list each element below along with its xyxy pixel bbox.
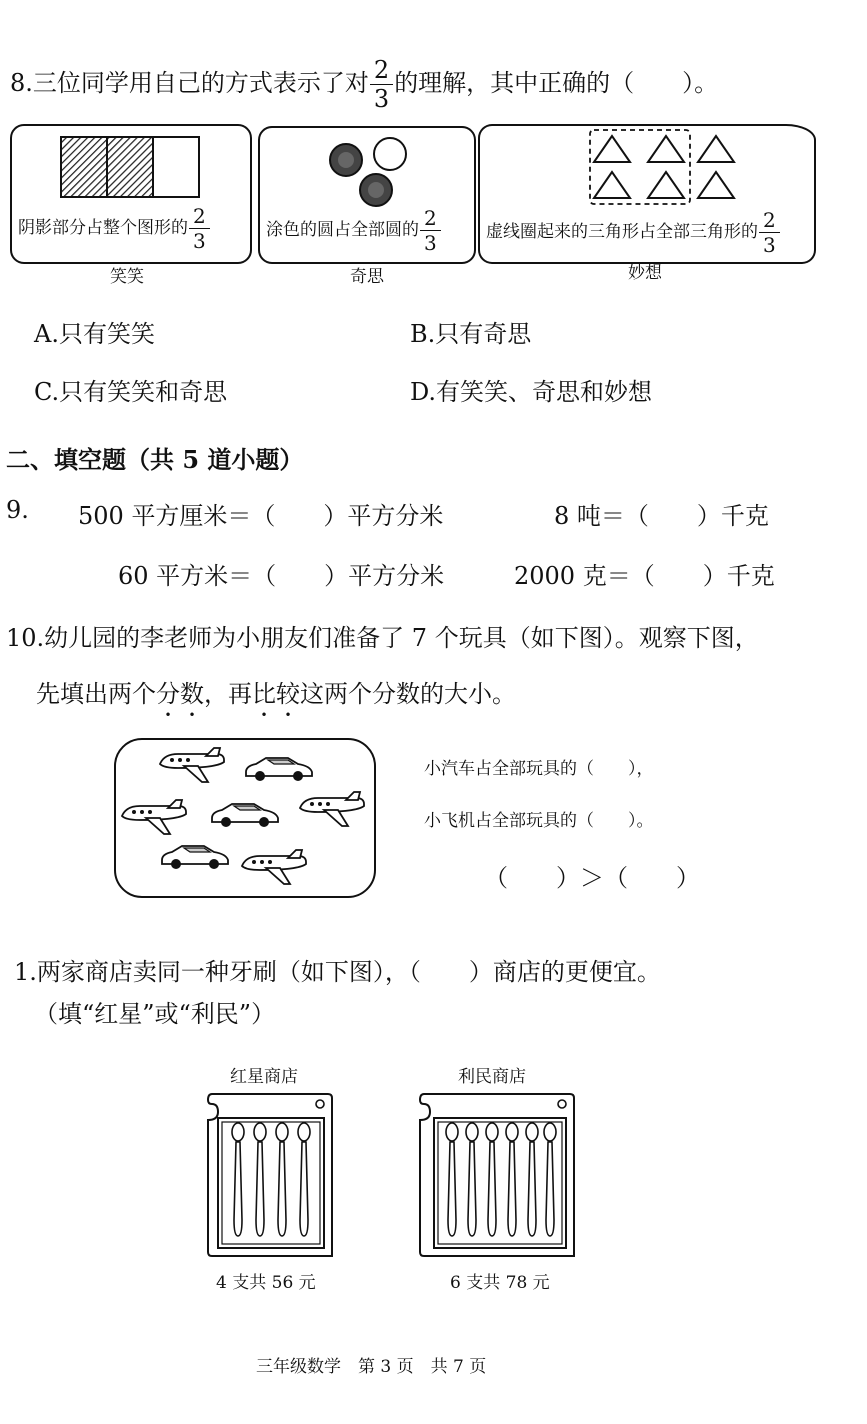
q9-item3[interactable]: 60 平方米＝（ ）平方分米 (118, 562, 445, 590)
plane-toy-3 (300, 792, 364, 826)
plane-toy-2 (122, 800, 186, 834)
panel-miaoxiang: 虚线圈起来的三角形占全部三角形的 $\frac{2}{3}$ (478, 124, 816, 264)
toys-box (114, 738, 376, 898)
plane-toy-1 (160, 748, 224, 782)
q9-item1[interactable]: 500 平方厘米＝（ ）平方分米 (78, 502, 444, 530)
q9-item2[interactable]: 8 吨＝（ ）千克 (554, 502, 769, 530)
car-toy-2 (212, 804, 278, 827)
car-toy-3 (162, 846, 228, 869)
store1-price: 4 支共 56 元 (216, 1273, 316, 1293)
store2-name: 利民商店 (458, 1067, 526, 1087)
shaded-rectangle-figure (60, 136, 200, 198)
store1-name: 红星商店 (230, 1067, 298, 1087)
q9-number: 9. (6, 496, 29, 524)
option-a[interactable]: A.只有笑笑 (34, 320, 155, 348)
page-footer: 三年级数学 第 3 页 共 7 页 (256, 1357, 487, 1377)
q10-compare[interactable]: （ ）＞（ ） (484, 864, 700, 892)
panel2-caption: 涂色的圆占全部圆的 (266, 220, 419, 240)
panel1-name: 笑笑 (110, 267, 144, 287)
plane-toy-4 (242, 850, 306, 884)
q9-item4[interactable]: 2000 克＝（ ）千克 (514, 562, 775, 590)
store2-price: 6 支共 78 元 (450, 1273, 550, 1293)
q11-stem-line2: （填“红星”或“利民”） (34, 1000, 276, 1028)
section2-title: 二、填空题（共 5 道小题） (6, 445, 304, 474)
q10-stem-line1: 10.幼儿园的李老师为小朋友们准备了 7 个玩具（如下图）。观察下图， (6, 624, 759, 652)
q8-stem: 8.三位同学用自己的方式表示了对 $\frac{2}{3}$ 的理解，其中正确的（ ）。 (10, 56, 719, 113)
q8-fraction: $\frac{2}{3}$ (372, 58, 391, 111)
panel3-caption: 虚线圈起来的三角形占全部三角形的 (486, 222, 758, 242)
panel-qisi: 涂色的圆占全部圆的 $\frac{2}{3}$ (258, 126, 476, 264)
circles-figure (326, 136, 416, 208)
option-d[interactable]: D.有笑笑、奇思和妙想 (410, 378, 653, 406)
car-toy-1 (246, 758, 312, 781)
store2-toothbrush-pack (416, 1090, 578, 1260)
q10-blank-plane[interactable]: 小飞机占全部玩具的（ ）。 (424, 811, 654, 831)
option-b[interactable]: B.只有奇思 (410, 320, 532, 348)
store1-toothbrush-pack (204, 1090, 336, 1260)
panel-xiaoxiao: 阴影部分占整个图形的 $\frac{2}{3}$ (10, 124, 252, 264)
panel2-name: 奇思 (350, 267, 384, 287)
panel3-name: 妙想 (628, 263, 662, 283)
q10-stem-line2: 先填出两个分数，再比较这两个分数的大小。 (36, 680, 516, 708)
panel1-caption: 阴影部分占整个图形的 (18, 218, 188, 238)
option-c[interactable]: C.只有笑笑和奇思 (34, 378, 228, 406)
q11-stem-line1: 1.两家商店卖同一种牙刷（如下图），（ ）商店的更便宜。 (14, 958, 661, 986)
triangles-figure (586, 128, 766, 208)
q10-blank-car[interactable]: 小汽车占全部玩具的（ ）， (424, 759, 654, 779)
